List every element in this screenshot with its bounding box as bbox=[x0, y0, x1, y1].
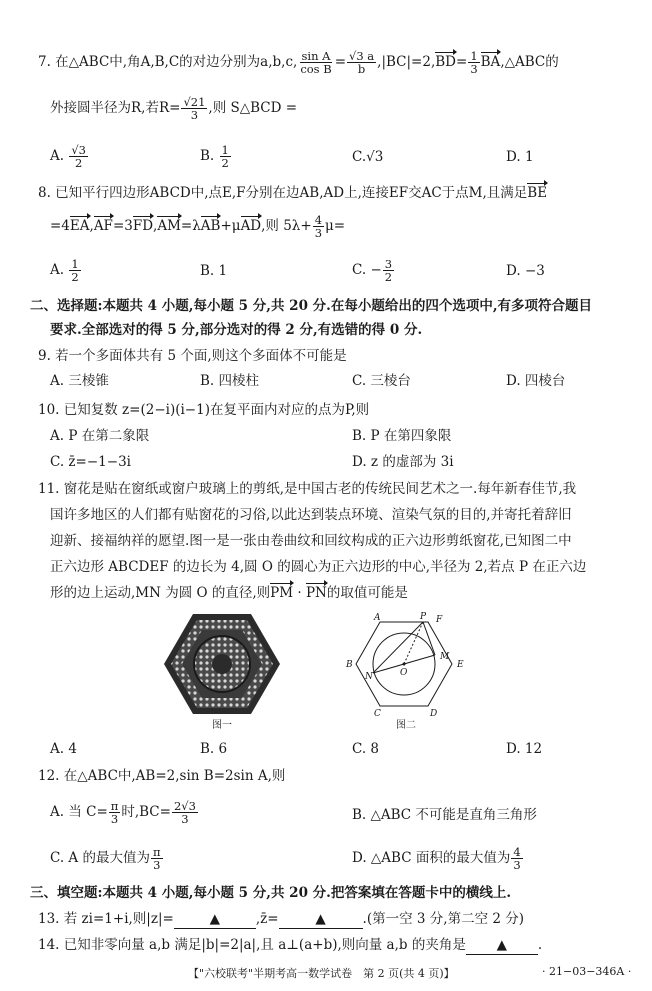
q8-option-a-den: 2 bbox=[71, 270, 79, 284]
q7-frac-left-num: sin A bbox=[301, 49, 331, 63]
q7-r-frac bbox=[181, 96, 207, 121]
footer-code: · 21−03−346A · bbox=[542, 965, 632, 978]
q10-option-a: A. P 在第二象限 bbox=[50, 428, 150, 444]
q8-option-d-letter: D. bbox=[506, 263, 521, 279]
q14-blank[interactable]: ▲ bbox=[466, 936, 538, 955]
q7-option-b-letter: B. bbox=[200, 148, 215, 164]
q13-text-mid: ,z̄= bbox=[255, 911, 279, 927]
footer-page-info: 【"六校联考"半期考高一数学试卷 第 2 页(共 4 页)】 bbox=[188, 967, 455, 980]
q8-option-b-text: 1 bbox=[218, 263, 228, 279]
figure2-labels bbox=[345, 612, 464, 719]
q8-stem-text: 8. 已知平行四边形ABCD中,点E,F分别在边AB,AD上,连接EF交AC于点M,且满足 bbox=[38, 185, 528, 201]
q8-option-d-text: −3 bbox=[524, 263, 545, 279]
q8-vector-ab: AB bbox=[200, 218, 221, 234]
q12-option-a-bc-num: 2√3 bbox=[173, 799, 196, 813]
q13-line bbox=[38, 910, 630, 929]
q7-option-a-letter: A. bbox=[50, 148, 65, 164]
q10-stem: 10. 已知复数 z=(2−i)(i−1)在复平面内对应的点为P,则 bbox=[38, 402, 370, 418]
q7-cond-frac-den: 3 bbox=[470, 62, 478, 76]
q7-stem2-tail: ,则 S△BCD = bbox=[208, 100, 298, 116]
q12-option-a-c-num: π bbox=[110, 799, 119, 813]
q11-option-c: C. 8 bbox=[352, 741, 380, 757]
q8-option-b-letter: B. bbox=[200, 263, 215, 279]
q14-text-tail: . bbox=[537, 937, 543, 953]
q11-line-1: 11. 窗花是贴在窗纸或窗户玻璃上的剪纸,是中国古老的传统民间艺术之一.每年新春佳节,我 bbox=[38, 481, 577, 497]
figure2-center-point bbox=[403, 663, 406, 666]
q8-stem-line1 bbox=[38, 184, 630, 202]
q8-option-c-letter: C. bbox=[352, 262, 367, 278]
q12-option-a-mid: 时,BC= bbox=[121, 804, 171, 820]
figure1-papercut-image bbox=[164, 614, 280, 714]
q8-vector-fd: FD bbox=[132, 218, 154, 234]
q11-line5-text: 形的边上运动,MN 为圆 O 的直径,则 bbox=[50, 585, 271, 601]
q14-line bbox=[38, 936, 630, 955]
q10-option-d: D. z 的虚部为 3i bbox=[352, 454, 454, 470]
q7-option-d-text: 1 bbox=[524, 149, 534, 165]
q8-vector-be: BE bbox=[527, 185, 548, 201]
q7-cond-tail: ,△ABC的 bbox=[500, 54, 559, 70]
q12-option-d-num: 4 bbox=[513, 845, 521, 859]
q7-cond-eq: = bbox=[456, 54, 468, 70]
q7-option-c-text: √3 bbox=[366, 149, 384, 165]
q8-vector-ea: EA bbox=[69, 218, 90, 234]
q8-plus: +μ bbox=[220, 218, 241, 234]
q7-vector-ba: BA bbox=[480, 54, 501, 70]
q7-option-a-den: 2 bbox=[75, 156, 83, 170]
q13-blank-2[interactable]: ▲ bbox=[279, 910, 363, 929]
q12-option-d-frac bbox=[511, 846, 522, 871]
q12-option-c-frac bbox=[151, 846, 163, 871]
q8-option-c-den: 2 bbox=[384, 270, 393, 284]
q12-option-a-c-den: 3 bbox=[110, 812, 119, 826]
q11-dot: · bbox=[293, 585, 306, 601]
q7-r-den: 3 bbox=[190, 108, 199, 122]
q7-option-d bbox=[506, 148, 534, 166]
figure2-caption: 图二 bbox=[396, 720, 416, 731]
q9-option-c: C. 三棱台 bbox=[352, 373, 411, 389]
q8-comma2: , bbox=[153, 218, 158, 234]
q7-option-c-letter: C. bbox=[352, 149, 367, 165]
q8-option-b bbox=[200, 262, 227, 280]
q7-vector-bd: BD bbox=[435, 54, 456, 70]
q11-line5-tail: 的取值可能是 bbox=[326, 585, 408, 601]
figure1-center-dot bbox=[212, 654, 232, 674]
q12-option-c-den: 3 bbox=[153, 858, 161, 872]
q11-line-2: 国许多地区的人们都有贴窗花的习俗,以此达到装点环境、渲染气氛的目的,并寄托着辞旧 bbox=[50, 507, 572, 523]
q7-frac-right bbox=[347, 50, 376, 75]
figure2-label-b: B bbox=[346, 660, 353, 670]
q7-frac-left-den: cos B bbox=[300, 62, 332, 76]
figure2-label-p: P bbox=[420, 612, 427, 622]
q7-option-a-frac bbox=[69, 144, 88, 169]
q11-figures bbox=[0, 612, 652, 732]
figure2-label-d: D bbox=[430, 709, 438, 719]
q13-text: 13. 若 zi=1+i,则|z|= bbox=[38, 911, 174, 927]
q10-option-c: C. z̄=−1−3i bbox=[50, 454, 131, 470]
q9-stem: 9. 若一个多面体共有 5 个面,则这个多面体不可能是 bbox=[38, 348, 347, 364]
q8-option-a bbox=[50, 258, 82, 283]
q12-option-a-bc-den: 3 bbox=[181, 812, 189, 826]
q11-line-5 bbox=[50, 584, 630, 602]
figure2-label-m: M bbox=[440, 652, 450, 662]
q7-r-num: √21 bbox=[183, 95, 206, 109]
q7-option-b bbox=[200, 144, 232, 169]
q11-line-4: 正六边形 ABCDEF 的边长为 4,圆 O 的圆心为正六边形的中心,半径为 2,若点 P 在正六边 bbox=[50, 559, 587, 575]
q7-frac-right-num: √3 a bbox=[349, 49, 375, 63]
q11-vector-pn: PN bbox=[305, 585, 327, 601]
q7-stem2-text: 外接圆半径为R,若R= bbox=[50, 100, 181, 116]
q8-frac-den: 3 bbox=[314, 226, 323, 240]
q7-stem-text: 7. 在△ABC中,角A,B,C的对边分别为a,b,c, bbox=[38, 54, 298, 70]
figure2-label-c: C bbox=[374, 709, 381, 719]
q11-option-a: A. 4 bbox=[50, 741, 77, 757]
q11-line-3: 迎新、接福纳祥的愿望.图一是一张由卷曲纹和回纹构成的正六边形剪纸窗花,已知图二中 bbox=[50, 533, 572, 549]
figure2-label-a: A bbox=[374, 613, 381, 623]
figure2-segment-po bbox=[404, 622, 423, 664]
q8-eq2: =3 bbox=[112, 218, 133, 234]
q7-option-a-num: √3 bbox=[71, 143, 86, 157]
q7-option-d-letter: D. bbox=[506, 149, 521, 165]
q7-option-b-num: 1 bbox=[221, 143, 229, 157]
q7-frac-left bbox=[298, 50, 333, 75]
q7-option-c bbox=[352, 148, 383, 166]
figure2-label-n: N bbox=[365, 672, 373, 682]
q8-option-c-prefix: − bbox=[370, 262, 382, 278]
q12-option-d-den: 3 bbox=[513, 858, 521, 872]
figure2-label-o: O bbox=[400, 668, 408, 678]
q7-cond-bc: ,|BC|=2, bbox=[377, 54, 436, 70]
q8-option-c bbox=[352, 258, 395, 283]
section3-heading: 三、填空题:本题共 4 小题,每小题 5 分,共 20 分.把答案填在答题卡中的横线上. bbox=[30, 885, 512, 901]
q8-option-a-num: 1 bbox=[71, 257, 79, 271]
q12-option-c bbox=[50, 846, 164, 871]
q11-vector-pm: PM bbox=[270, 585, 294, 601]
q7-frac-right-den: b bbox=[357, 62, 366, 76]
q9-option-d: D. 四棱台 bbox=[506, 373, 566, 389]
q9-option-a: A. 三棱锥 bbox=[50, 373, 109, 389]
q8-option-a-letter: A. bbox=[50, 262, 65, 278]
q8-vector-af: AF bbox=[93, 218, 113, 234]
q8-eq1: =4 bbox=[50, 218, 70, 234]
figure1-caption: 图一 bbox=[212, 720, 232, 731]
q8-eq3: =λ bbox=[180, 218, 201, 234]
q8-comma1: , bbox=[89, 218, 94, 234]
q10-option-b: B. P 在第四象限 bbox=[352, 428, 452, 444]
figure2-label-f: F bbox=[436, 615, 443, 625]
q7-option-b-den: 2 bbox=[221, 156, 229, 170]
q7-cond-frac-num: 1 bbox=[470, 49, 478, 63]
q7-option-a bbox=[50, 144, 89, 169]
section2-heading-line2: 要求.全部选对的得 5 分,部分选对的得 2 分,有选错的得 0 分. bbox=[50, 322, 423, 338]
q11-figures-svg bbox=[0, 612, 652, 732]
q12-option-b: B. △ABC 不可能是直角三角形 bbox=[352, 807, 537, 823]
q8-tail: μ= bbox=[325, 218, 346, 234]
q11-option-d: D. 12 bbox=[506, 741, 543, 757]
q8-then: ,则 5λ+ bbox=[261, 218, 312, 234]
q12-option-c-num: π bbox=[152, 845, 161, 859]
q11-option-b: B. 6 bbox=[200, 741, 228, 757]
q13-text-tail: .(第一空 3 分,第二空 2 分) bbox=[362, 911, 525, 927]
q12-option-d-text: D. △ABC 面积的最大值为 bbox=[352, 850, 511, 866]
q8-frac bbox=[313, 214, 324, 239]
q12-option-a-text: A. 当 C= bbox=[50, 804, 108, 820]
q8-option-c-num: 3 bbox=[384, 257, 393, 271]
q7-stem-line2 bbox=[50, 96, 630, 121]
q7-eq: = bbox=[334, 54, 346, 70]
q8-vector-am: AM bbox=[157, 218, 181, 234]
q12-option-c-text: C. A 的最大值为 bbox=[50, 850, 150, 866]
q8-vector-ad: AD bbox=[240, 218, 262, 234]
q8-option-d bbox=[506, 262, 545, 280]
q8-stem-line2 bbox=[50, 214, 630, 239]
q8-option-c-frac bbox=[383, 258, 394, 283]
q12-option-a bbox=[50, 800, 199, 825]
q12-option-d bbox=[352, 846, 524, 871]
figure2-segment-pm bbox=[423, 622, 435, 655]
q7-option-b-frac bbox=[220, 144, 231, 169]
q7-stem-line1 bbox=[38, 50, 630, 75]
q8-option-a-frac bbox=[69, 258, 80, 283]
q12-option-a-frac-bc bbox=[172, 800, 198, 825]
q14-text: 14. 已知非零向量 a,b 满足|b|=2|a|,且 a⊥(a+b),则向量 a,b 的夹角是 bbox=[38, 937, 466, 953]
q13-blank-1[interactable]: ▲ bbox=[174, 910, 256, 929]
q12-option-a-frac-c bbox=[109, 800, 121, 825]
q7-cond-frac bbox=[468, 50, 479, 75]
q9-option-b: B. 四棱柱 bbox=[200, 373, 260, 389]
q8-frac-num: 4 bbox=[314, 213, 323, 227]
section2-heading-line1: 二、选择题:本题共 4 小题,每小题 5 分,共 20 分.在每小题给出的四个选项中,有多项符合题目 bbox=[30, 298, 593, 314]
q12-stem: 12. 在△ABC中,AB=2,sin B=2sin A,则 bbox=[38, 768, 286, 784]
figure2-label-e: E bbox=[457, 660, 464, 670]
